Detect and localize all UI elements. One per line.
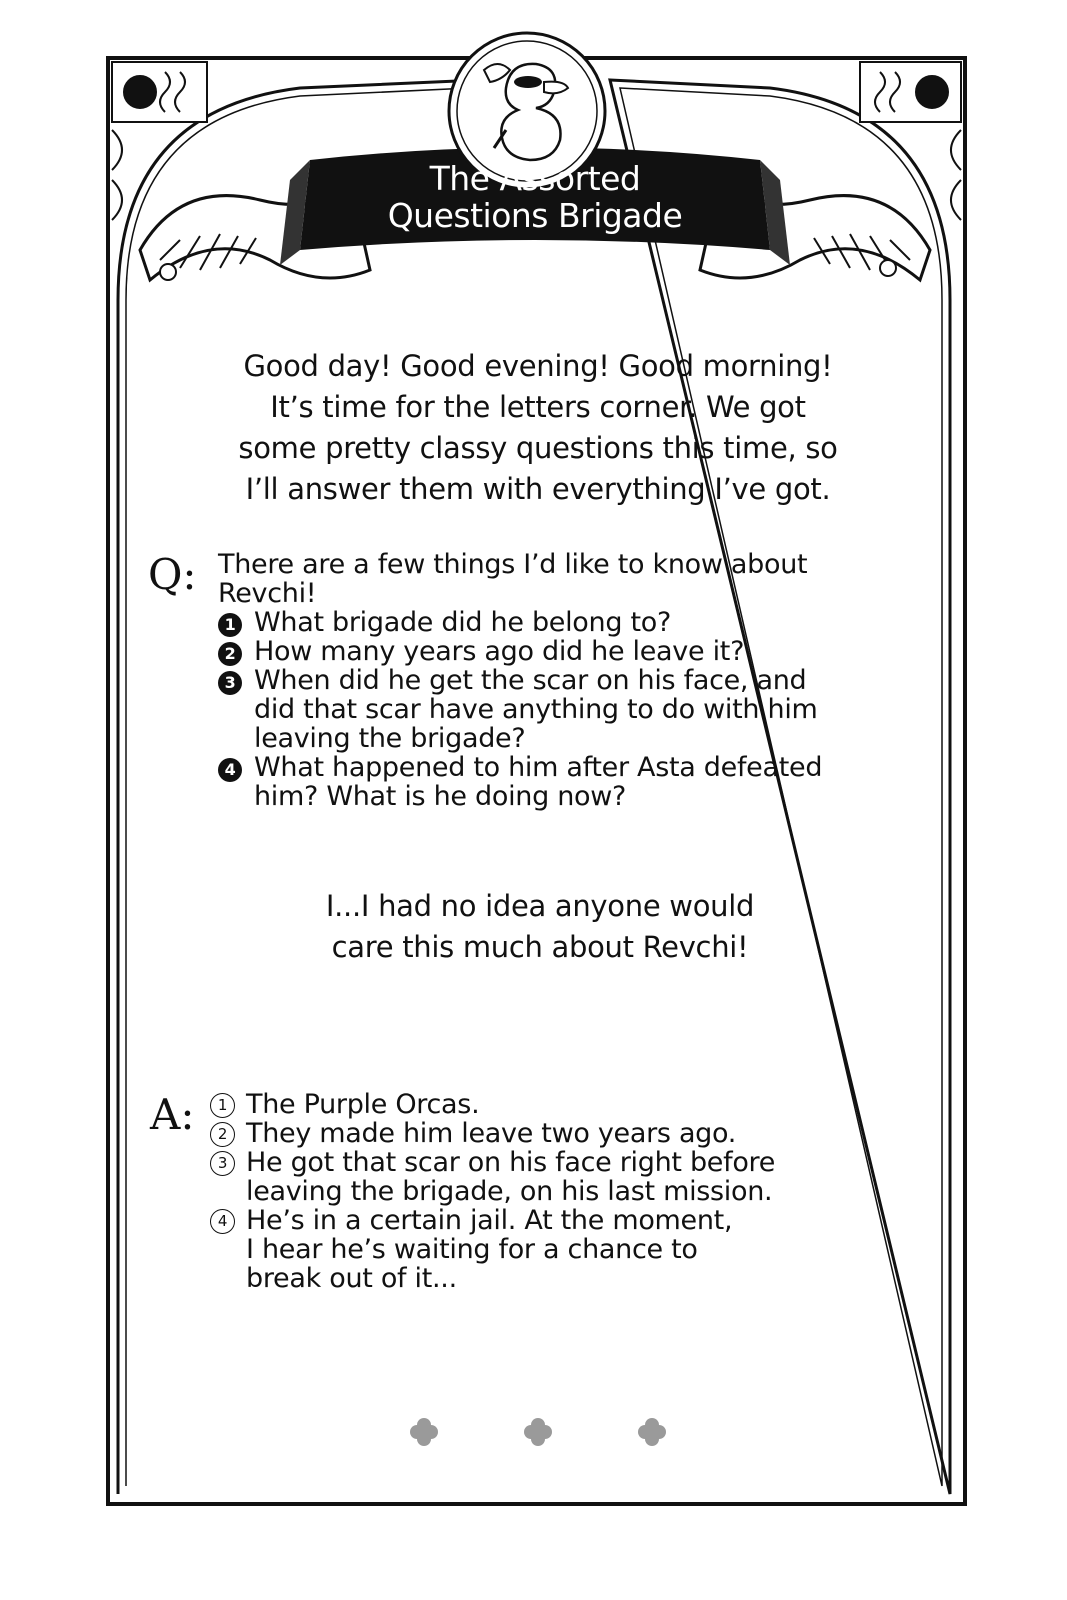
- question-marker: Q:: [148, 550, 197, 599]
- intro-line: Good day! Good evening! Good morning!: [243, 349, 833, 383]
- list-item: [218, 637, 918, 666]
- intro-paragraph: [170, 346, 906, 510]
- number-badge: 2: [218, 642, 242, 666]
- question-line: There are a few things I’d like to know about: [218, 549, 808, 580]
- number-badge: 3: [210, 1151, 235, 1176]
- item-line: What brigade did he belong to?: [254, 607, 671, 638]
- question-block: [218, 550, 918, 811]
- answer-block: [208, 1090, 888, 1293]
- item-line: He’s in a certain jail. At the moment,: [246, 1205, 733, 1236]
- number-badge: 4: [210, 1209, 235, 1234]
- list-item: [218, 666, 918, 753]
- item-line: leaving the brigade, on his last mission.: [246, 1176, 773, 1207]
- item-line: break out of it...: [246, 1263, 457, 1294]
- title-line: Questions Brigade: [387, 196, 683, 235]
- number-badge: 1: [218, 613, 242, 637]
- number-badge: 3: [218, 671, 242, 695]
- intro-line: I’ll answer them with everything I’ve got.: [245, 472, 831, 506]
- author-comment: [240, 886, 840, 968]
- clover-icon: [638, 1418, 666, 1446]
- list-item: [208, 1090, 888, 1119]
- item-line: They made him leave two years ago.: [246, 1118, 737, 1149]
- number-badge: 1: [210, 1093, 235, 1118]
- clover-divider: [400, 1412, 680, 1452]
- list-item: [218, 608, 918, 637]
- item-line: When did he get the scar on his face, and: [254, 665, 807, 696]
- list-item: [208, 1119, 888, 1148]
- number-badge: 2: [210, 1122, 235, 1147]
- item-line: I hear he’s waiting for a chance to: [246, 1234, 698, 1265]
- intro-line: some pretty classy questions this time, so: [238, 431, 838, 465]
- item-line: him? What is he doing now?: [254, 781, 627, 812]
- answer-marker: A:: [150, 1090, 195, 1139]
- clover-icon: [410, 1418, 438, 1446]
- item-line: did that scar have anything to do with him: [254, 694, 818, 725]
- comment-line: I...I had no idea anyone would: [325, 889, 755, 923]
- item-line: He got that scar on his face right before: [246, 1147, 776, 1178]
- question-line: Revchi!: [218, 578, 317, 609]
- item-line: leaving the brigade?: [254, 723, 526, 754]
- item-line: What happened to him after Asta defeated: [254, 752, 823, 783]
- number-badge: 4: [218, 758, 242, 782]
- intro-line: It’s time for the letters corner. We got: [270, 390, 806, 424]
- list-item: [208, 1206, 888, 1293]
- list-item: [218, 753, 918, 811]
- title-line: The Assorted: [429, 159, 641, 198]
- item-line: How many years ago did he leave it?: [254, 636, 745, 667]
- comment-line: care this much about Revchi!: [331, 930, 749, 964]
- page-title: [380, 160, 690, 234]
- clover-icon: [524, 1418, 552, 1446]
- question-list: [218, 608, 918, 811]
- list-item: [208, 1148, 888, 1206]
- question-text: [218, 550, 918, 608]
- item-line: The Purple Orcas.: [246, 1089, 480, 1120]
